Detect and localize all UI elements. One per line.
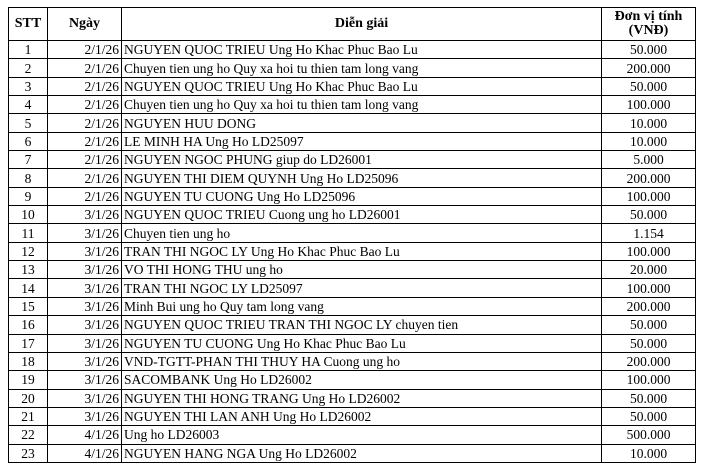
table-row — [9, 371, 696, 389]
cell-date: 3/1/26 — [48, 334, 122, 352]
header-amount — [602, 8, 696, 41]
cell-date: 3/1/26 — [48, 407, 122, 425]
cell-date: 2/1/26 — [48, 59, 122, 77]
table-body — [9, 41, 696, 463]
cell-date: 3/1/26 — [48, 371, 122, 389]
cell-description: NGUYEN TU CUONG Ung Ho LD25096 — [122, 187, 602, 205]
table-row — [9, 77, 696, 95]
cell-description: VO THI HONG THU ung ho — [122, 261, 602, 279]
cell-stt: 7 — [9, 151, 48, 169]
cell-date: 2/1/26 — [48, 77, 122, 95]
table-row — [9, 96, 696, 114]
cell-description: NGUYEN HANG NGA Ung Ho LD26002 — [122, 444, 602, 462]
cell-date: 2/1/26 — [48, 114, 122, 132]
header-amount-unit: Đơn vị tính — [614, 9, 683, 24]
cell-amount: 50.000 — [602, 206, 696, 224]
donation-table — [8, 7, 696, 463]
cell-date: 2/1/26 — [48, 41, 122, 59]
cell-amount: 50.000 — [602, 316, 696, 334]
table-row — [9, 426, 696, 444]
table-row — [9, 187, 696, 205]
cell-amount: 50.000 — [602, 389, 696, 407]
cell-amount: 500.000 — [602, 426, 696, 444]
cell-description: NGUYEN THI HONG TRANG Ung Ho LD26002 — [122, 389, 602, 407]
header-row — [9, 8, 696, 41]
cell-date: 3/1/26 — [48, 297, 122, 315]
cell-description: NGUYEN THI DIEM QUYNH Ung Ho LD25096 — [122, 169, 602, 187]
cell-amount: 5.000 — [602, 151, 696, 169]
table-row — [9, 261, 696, 279]
cell-amount: 10.000 — [602, 444, 696, 462]
cell-amount: 100.000 — [602, 96, 696, 114]
donation-statement — [8, 7, 696, 463]
cell-description: NGUYEN QUOC TRIEU TRAN THI NGOC LY chuyen tien — [122, 316, 602, 334]
table-row — [9, 444, 696, 462]
cell-date: 2/1/26 — [48, 132, 122, 150]
cell-stt: 9 — [9, 187, 48, 205]
cell-description: NGUYEN QUOC TRIEU Ung Ho Khac Phuc Bao Lu — [122, 77, 602, 95]
cell-description: NGUYEN QUOC TRIEU Ung Ho Khac Phuc Bao Lu — [122, 41, 602, 59]
cell-amount: 100.000 — [602, 242, 696, 260]
cell-stt: 18 — [9, 352, 48, 370]
cell-description: Chuyen tien ung ho Quy xa hoi tu thien tam long vang — [122, 96, 602, 114]
table-row — [9, 316, 696, 334]
table-row — [9, 169, 696, 187]
cell-description: Minh Bui ung ho Quy tam long vang — [122, 297, 602, 315]
table-row — [9, 206, 696, 224]
cell-date: 3/1/26 — [48, 352, 122, 370]
table-row — [9, 242, 696, 260]
table-header — [9, 8, 696, 41]
table-row — [9, 279, 696, 297]
table-row — [9, 132, 696, 150]
cell-amount: 50.000 — [602, 334, 696, 352]
table-row — [9, 41, 696, 59]
cell-description: TRAN THI NGOC LY Ung Ho Khac Phuc Bao Lu — [122, 242, 602, 260]
cell-amount: 200.000 — [602, 59, 696, 77]
cell-stt: 2 — [9, 59, 48, 77]
cell-stt: 11 — [9, 224, 48, 242]
table-row — [9, 297, 696, 315]
cell-amount: 10.000 — [602, 114, 696, 132]
cell-amount: 200.000 — [602, 352, 696, 370]
cell-amount: 100.000 — [602, 279, 696, 297]
cell-stt: 15 — [9, 297, 48, 315]
cell-description: Ung ho LD26003 — [122, 426, 602, 444]
table-row — [9, 59, 696, 77]
cell-description: Chuyen tien ung ho — [122, 224, 602, 242]
cell-date: 3/1/26 — [48, 242, 122, 260]
cell-stt: 8 — [9, 169, 48, 187]
cell-amount: 10.000 — [602, 132, 696, 150]
cell-date: 2/1/26 — [48, 187, 122, 205]
cell-stt: 16 — [9, 316, 48, 334]
cell-amount: 50.000 — [602, 77, 696, 95]
cell-date: 3/1/26 — [48, 224, 122, 242]
cell-stt: 12 — [9, 242, 48, 260]
cell-description: NGUYEN TU CUONG Ung Ho Khac Phuc Bao Lu — [122, 334, 602, 352]
cell-amount: 200.000 — [602, 169, 696, 187]
cell-description: NGUYEN QUOC TRIEU Cuong ung ho LD26001 — [122, 206, 602, 224]
cell-date: 3/1/26 — [48, 389, 122, 407]
cell-stt: 6 — [9, 132, 48, 150]
cell-stt: 3 — [9, 77, 48, 95]
cell-stt: 10 — [9, 206, 48, 224]
cell-stt: 1 — [9, 41, 48, 59]
cell-description: SACOMBANK Ung Ho LD26002 — [122, 371, 602, 389]
cell-date: 3/1/26 — [48, 206, 122, 224]
cell-date: 4/1/26 — [48, 444, 122, 462]
table-row — [9, 407, 696, 425]
cell-stt: 23 — [9, 444, 48, 462]
cell-amount: 20.000 — [602, 261, 696, 279]
cell-date: 2/1/26 — [48, 169, 122, 187]
cell-date: 3/1/26 — [48, 261, 122, 279]
cell-date: 3/1/26 — [48, 316, 122, 334]
cell-date: 2/1/26 — [48, 96, 122, 114]
cell-amount: 100.000 — [602, 187, 696, 205]
table-row — [9, 352, 696, 370]
cell-amount: 200.000 — [602, 297, 696, 315]
header-description: Diễn giải — [122, 8, 602, 41]
cell-stt: 4 — [9, 96, 48, 114]
cell-amount: 100.000 — [602, 371, 696, 389]
cell-description: NGUYEN HUU DONG — [122, 114, 602, 132]
cell-description: Chuyen tien ung ho Quy xa hoi tu thien tam long vang — [122, 59, 602, 77]
cell-date: 3/1/26 — [48, 279, 122, 297]
cell-stt: 21 — [9, 407, 48, 425]
table-row — [9, 224, 696, 242]
cell-description: NGUYEN NGOC PHUNG giup do LD26001 — [122, 151, 602, 169]
header-date: Ngày — [48, 8, 122, 41]
cell-amount: 50.000 — [602, 407, 696, 425]
cell-stt: 14 — [9, 279, 48, 297]
cell-amount: 50.000 — [602, 41, 696, 59]
cell-stt: 19 — [9, 371, 48, 389]
cell-description: TRAN THI NGOC LY LD25097 — [122, 279, 602, 297]
cell-stt: 17 — [9, 334, 48, 352]
cell-date: 2/1/26 — [48, 151, 122, 169]
cell-amount: 1.154 — [602, 224, 696, 242]
header-stt: STT — [9, 8, 48, 41]
table-row — [9, 151, 696, 169]
cell-stt: 22 — [9, 426, 48, 444]
header-amount-currency: (VNĐ) — [628, 23, 669, 38]
table-row — [9, 334, 696, 352]
table-row — [9, 114, 696, 132]
cell-description: NGUYEN THI LAN ANH Ung Ho LD26002 — [122, 407, 602, 425]
cell-stt: 20 — [9, 389, 48, 407]
cell-stt: 13 — [9, 261, 48, 279]
cell-description: LE MINH HA Ung Ho LD25097 — [122, 132, 602, 150]
cell-stt: 5 — [9, 114, 48, 132]
table-row — [9, 389, 696, 407]
cell-date: 4/1/26 — [48, 426, 122, 444]
cell-description: VND-TGTT-PHAN THI THUY HA Cuong ung ho — [122, 352, 602, 370]
